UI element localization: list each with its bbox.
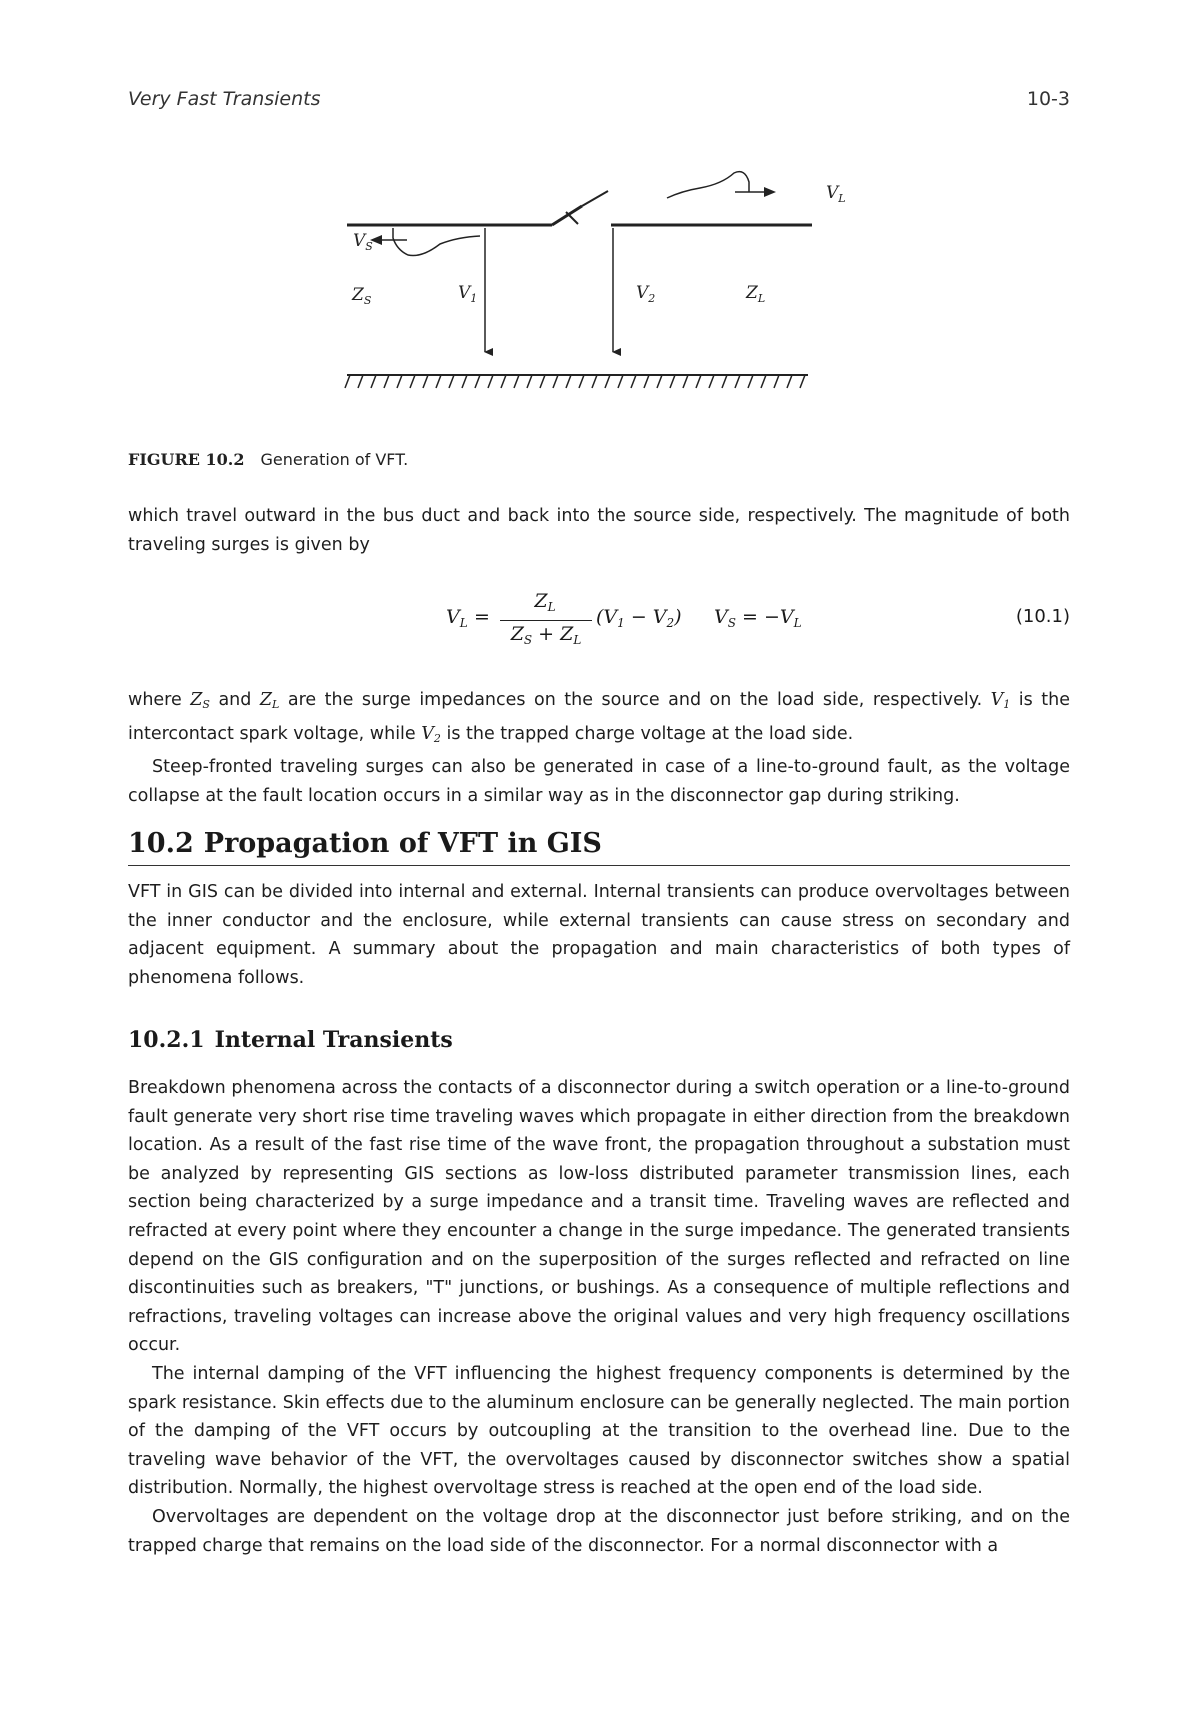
eq-vs: $V_S = -V_L$ (714, 606, 802, 630)
paragraph-4 (128, 878, 1070, 992)
ground-hatching (345, 375, 805, 388)
page-number: 10-3 (1026, 88, 1070, 110)
eq-lhs: $V_L$ (446, 606, 468, 630)
paragraph-text: Steep-fronted traveling surges can also be generated in case of a line-to-ground fault, as the voltage collapse at the fault location occurs in a similar way as in the disconnector gap during striking. (128, 757, 1070, 806)
symbol-zl: $Z_L$ (259, 690, 280, 711)
caption-number: FIGURE 10.2 (128, 450, 245, 469)
paragraph-text: where $Z_S$ and $Z_L$ are the surge impedances on the source and on the load side, respectively. $V_1$ is the intercontact spark voltage, while $V_2$ is the trapped charge voltage at the load side. (128, 690, 1070, 745)
label-vl: $V_L$ (826, 183, 846, 205)
paragraph-text: Breakdown phenomena across the contacts of a disconnector during a switch operation or a line-to-ground fault generate very short rise time traveling waves which propagate in either direction from the breakdown location. As a result of the fast rise time of the wave front, the propagation throughout a substation must be analyzed by representing GIS sections as low-loss distributed parameter transmission lines, each section being characterized by a surge impedance and a transit time. Traveling waves are reflected and refracted at every point where they encounter a change in the surge impedance. The generated transients depend on the GIS configuration and on the superposition of the surges reflected and refracted on line discontinuities such as breakers, "T" junctions, or bushings. As a consequence of multiple reflections and refractions, traveling voltages can increase above the original values and very high frequency oscillations occur. (128, 1078, 1070, 1356)
label-v2: $V_2$ (636, 283, 656, 305)
figure-diagram (330, 170, 870, 440)
equation-10-1 (128, 586, 1070, 656)
label-zl: $Z_L$ (746, 283, 766, 305)
symbol-v2: $V_2$ (421, 723, 441, 745)
paragraph-5 (128, 1074, 1070, 1560)
paragraph-text: Overvoltages are dependent on the voltage drop at the disconnector just before striking, and on the trapped charge that remains on the load side of the disconnector. For a normal disconnector with a (128, 1506, 1070, 1556)
paragraph-text: The internal damping of the VFT influencing the highest frequency components is determined by the spark resistance. Skin effects due to the aluminum enclosure can be generally neglected. The main portion of the damping of the VFT occurs by outcoupling at the transition to the overhead line. Due to the traveling wave behavior of the VFT, the overvoltages caused by disconnector switches show a spatial distribution. Normally, the highest overvoltage stress is reached at the open end of the load side. (128, 1363, 1070, 1499)
source-surge-waveform (393, 228, 480, 256)
eq-equals: = (474, 606, 490, 628)
eq-fraction-bar (500, 620, 592, 621)
paragraph-2 (128, 686, 1070, 810)
section-heading-10-2-1: 10.2.1 Internal Transients (128, 1027, 453, 1053)
load-surge-arrowhead (764, 187, 776, 197)
paragraph-1 (128, 502, 1070, 559)
figure-vft-generation (330, 170, 870, 440)
load-surge-waveform (667, 172, 749, 198)
symbol-v1: $V_1$ (990, 690, 1011, 711)
running-title: Very Fast Transients (128, 88, 321, 110)
equation-number: (10.1) (1015, 606, 1070, 627)
symbol-zs: $Z_S$ (190, 690, 210, 711)
label-vs: $V_S$ (353, 231, 373, 253)
label-zs: $Z_S$ (352, 285, 372, 307)
eq-denominator: $Z_S + Z_L$ (510, 623, 582, 647)
eq-voltage-difference: $(V_1 - V_2)$ (596, 606, 682, 630)
eq-numerator: $Z_L$ (534, 590, 556, 614)
figure-caption (128, 450, 408, 469)
running-head (128, 88, 1070, 116)
section-heading-10-2: 10.2 Propagation of VFT in GIS (128, 828, 1070, 866)
label-v1: $V_1$ (458, 283, 478, 305)
paragraph-text: which travel outward in the bus duct and back into the source side, respectively. The magnitude of both traveling surges is given by (128, 506, 1070, 555)
caption-text: Generation of VFT. (260, 450, 409, 469)
paragraph-text: VFT in GIS can be divided into internal and external. Internal transients can produce overvoltages between the inner conductor and the enclosure, while external transients can cause stress on secondary and adjacent equipment. A summary about the propagation and main characteristics of both types of phenomena follows. (128, 882, 1070, 988)
disconnector-tip (582, 191, 608, 206)
